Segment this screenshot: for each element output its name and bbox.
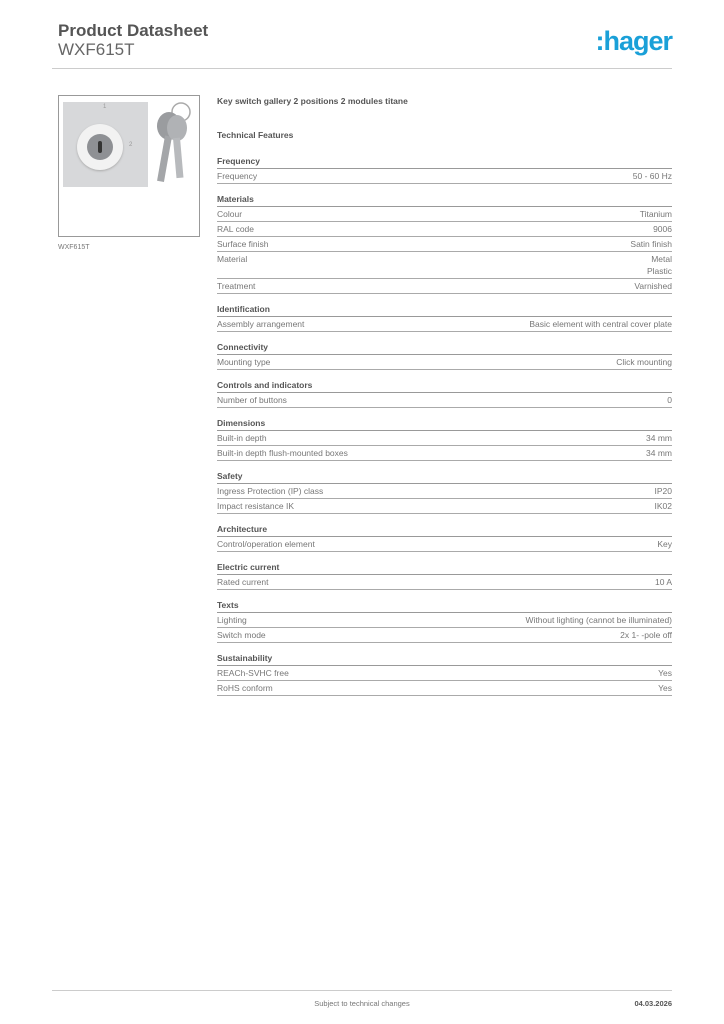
technical-features [217,155,672,705]
feature-value: Satin finish [630,239,672,249]
feature-row [217,628,672,643]
feature-label: RAL code [217,224,255,234]
feature-row [217,207,672,222]
feature-row [217,222,672,237]
section-title: Architecture [217,523,672,537]
feature-value: 9006 [653,224,672,234]
key-ring [77,124,123,170]
feature-value: Metal Plastic [646,254,672,276]
feature-section [217,523,672,552]
feature-row [217,484,672,499]
header-divider [52,68,672,69]
feature-label: Surface finish [217,239,269,249]
section-title: Electric current [217,561,672,575]
feature-label: Mounting type [217,357,271,367]
section-title: Controls and indicators [217,379,672,393]
feature-value: 34 mm [646,448,672,458]
feature-label: Material [217,254,248,264]
image-caption: WXF615T [58,244,90,251]
feature-label: Frequency [217,171,258,181]
page-title: Product Datasheet [58,21,209,40]
feature-section [217,652,672,696]
feature-value: Yes [658,683,672,693]
feature-row [217,499,672,514]
feature-value: IP20 [654,486,672,496]
feature-row [217,537,672,552]
feature-label: Switch mode [217,630,266,640]
section-title: Texts [217,599,672,613]
feature-value: Yes [658,668,672,678]
feature-label: Assembly arrangement [217,319,305,329]
feature-value: 0 [667,395,672,405]
features-heading: Technical Features [217,130,294,140]
feature-row [217,575,672,590]
feature-label: Number of buttons [217,395,287,405]
feature-row [217,431,672,446]
feature-label: Treatment [217,281,256,291]
feature-label: Rated current [217,577,269,587]
feature-value: 10 A [654,577,672,587]
feature-label: Built-in depth [217,433,267,443]
feature-label: Control/operation element [217,539,315,549]
footer-divider [52,990,672,991]
feature-section [217,417,672,461]
feature-value: Key [657,539,672,549]
feature-row [217,355,672,370]
product-name: Key switch gallery 2 positions 2 modules titane [217,96,408,106]
feature-row [217,169,672,184]
feature-label: Built-in depth flush-mounted boxes [217,448,348,458]
feature-value: Click mounting [616,357,672,367]
feature-label: Lighting [217,615,247,625]
feature-value: Titanium [639,209,672,219]
footer-date: 04.03.2026 [634,999,672,1008]
lock-cylinder [87,134,113,160]
keys-icon [143,102,198,192]
feature-row [217,666,672,681]
feature-label: Ingress Protection (IP) class [217,486,324,496]
section-title: Connectivity [217,341,672,355]
feature-section [217,379,672,408]
feature-row [217,317,672,332]
feature-value: Varnished [634,281,672,291]
feature-section [217,303,672,332]
feature-value: Without lighting (cannot be illuminated) [525,615,672,625]
feature-label: RoHS conform [217,683,273,693]
feature-row [217,237,672,252]
switch-plate [63,102,148,187]
section-title: Identification [217,303,672,317]
feature-section [217,561,672,590]
feature-value: 2x 1- -pole off [620,630,672,640]
position-label-2: 2 [129,142,133,148]
feature-row [217,446,672,461]
feature-row [217,279,672,294]
feature-section [217,599,672,643]
feature-section [217,193,672,294]
feature-value: 34 mm [646,433,672,443]
feature-section [217,341,672,370]
feature-row [217,252,672,279]
feature-value: IK02 [654,501,672,511]
hager-logo: :hager [595,26,672,56]
section-title: Frequency [217,155,672,169]
section-title: Materials [217,193,672,207]
feature-label: Colour [217,209,243,219]
feature-section [217,470,672,514]
feature-label: REACh-SVHC free [217,668,289,678]
feature-value: 50 - 60 Hz [632,171,672,181]
product-code: WXF615T [58,40,135,59]
section-title: Sustainability [217,652,672,666]
feature-value: Basic element with central cover plate [529,319,672,329]
feature-row [217,393,672,408]
feature-row [217,613,672,628]
position-label-1: 1 [103,104,107,110]
feature-section [217,155,672,184]
section-title: Dimensions [217,417,672,431]
footer-note: Subject to technical changes [314,999,410,1008]
product-image [58,95,200,237]
feature-label: Impact resistance IK [217,501,295,511]
section-title: Safety [217,470,672,484]
feature-row [217,681,672,696]
